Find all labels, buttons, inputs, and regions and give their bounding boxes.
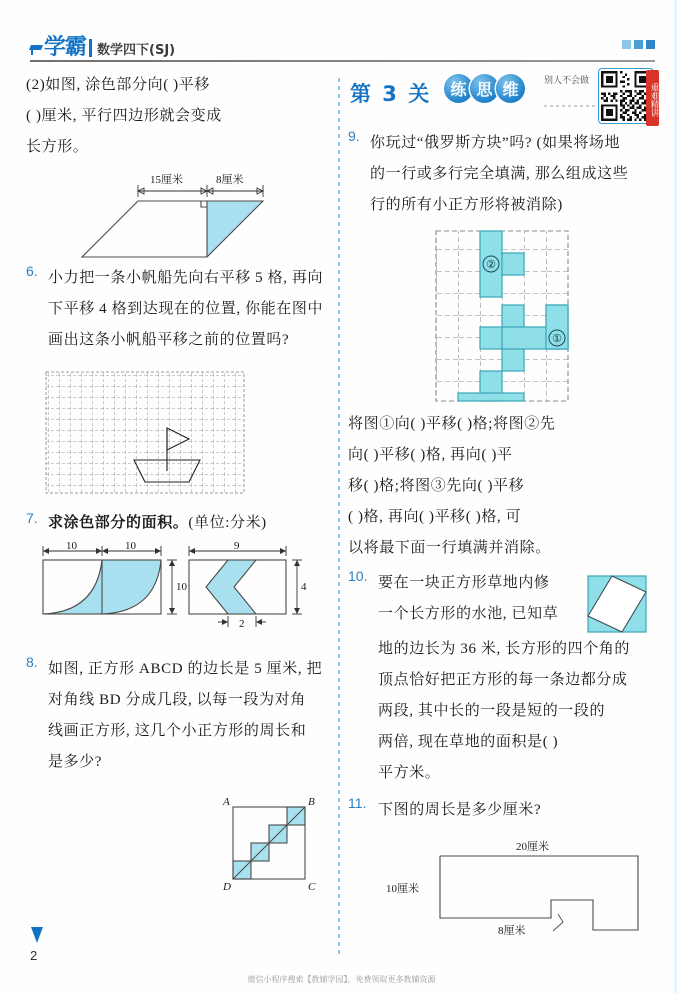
q8-vertex-B: B	[308, 796, 315, 808]
bubble-3: 维	[496, 74, 525, 103]
q10-line-3: 地的边长为 36 米, 长方形的四个角的	[378, 641, 631, 657]
q8-vertex-D: D	[223, 881, 231, 893]
level-banner	[348, 70, 658, 122]
header-rule	[30, 60, 655, 62]
graduation-cap-icon	[30, 43, 43, 54]
tetris-label-2: ②	[486, 259, 496, 271]
q11-lshape-figure	[348, 832, 658, 952]
q11-outline	[386, 839, 638, 937]
q7-number: 7.	[26, 510, 38, 526]
bubble-1: 练	[444, 74, 473, 103]
q9-line-3: 行的所有小正方形将被消除)	[370, 197, 563, 213]
q6-grid-figure	[26, 364, 326, 504]
q10-line-7: 平方米。	[378, 765, 441, 781]
question-6	[26, 263, 326, 356]
question-2-continued	[26, 70, 326, 163]
q9-ans-line-2: 向( )平移( )格, 再向( )平	[348, 447, 513, 463]
q7-figure-right	[189, 540, 307, 630]
page-corner-mark	[30, 927, 44, 947]
q7r-dim-top: 9	[234, 540, 240, 552]
q7-text: 求涂色部分的面积。	[48, 515, 189, 531]
level-title: 第 3 关	[350, 82, 432, 106]
q9-answer-block	[348, 409, 658, 564]
logo-divider	[89, 39, 92, 57]
question-7	[26, 510, 326, 536]
page-edge-stripe	[674, 0, 677, 993]
q9-number: 9.	[348, 128, 360, 144]
q9-tetris-figure	[348, 227, 658, 407]
q2-line-1: (2)如图, 涂色部分向( )平移	[26, 77, 210, 93]
q9-line-2: 的一行或多行完全填满, 那么组成这些	[370, 166, 629, 182]
q8-abcd-square	[222, 796, 316, 893]
q8-square-figure	[26, 784, 326, 894]
q9-line-1: 你玩过“俄罗斯方块”吗? (如果将场地	[370, 135, 621, 151]
right-column	[348, 70, 658, 952]
tetris-label-1: ①	[552, 333, 562, 345]
q10-number: 10.	[348, 568, 368, 584]
q2-line-3: 长方形。	[26, 139, 89, 155]
column-divider	[338, 78, 340, 958]
q9-ans-line-4: ( )格, 再向( )平移( )格, 可	[348, 509, 522, 525]
left-column	[26, 70, 326, 894]
page-header	[30, 33, 655, 59]
q8-line-3: 线画正方形, 这几个小正方形的周长和	[48, 723, 307, 739]
q9-ans-line-1: 将图①向( )平移( )格;将图②先	[348, 416, 556, 432]
q7l-dim-right: 10	[176, 581, 187, 593]
q10-line-4: 顶点恰好把正方形的每一条边都分成	[378, 672, 628, 688]
q7r-dim-bottom: 2	[239, 618, 245, 630]
q11-label-notch: 8厘米	[498, 925, 526, 937]
q2-dim-right: 8厘米	[216, 174, 244, 186]
q11-number: 11.	[348, 795, 367, 811]
q2-parallelogram-figure	[26, 169, 326, 261]
q7r-dim-right: 4	[301, 581, 307, 593]
qr-side-label: 重难精讲	[646, 70, 659, 126]
q7l-dim-top-right: 10	[125, 540, 136, 552]
q8-number: 8.	[26, 654, 38, 670]
question-10	[348, 568, 658, 789]
brand-name: 学霸	[44, 35, 87, 60]
q11-label-left: 10厘米	[386, 883, 419, 895]
q7-figures	[26, 542, 326, 628]
q10-line-5: 两段, 其中长的一段是短的一段的	[378, 703, 606, 719]
question-11	[348, 795, 658, 826]
q11-text: 下图的周长是多少厘米?	[378, 802, 542, 818]
q6-line-3: 画出这条小帆船平移之前的位置吗?	[48, 332, 290, 348]
q8-vertex-A: A	[223, 796, 230, 808]
q6-number: 6.	[26, 263, 38, 279]
q8-line-4: 是多少?	[48, 754, 103, 770]
q8-line-1: 如图, 正方形 ABCD 的边长是 5 厘米, 把	[48, 661, 323, 677]
subject-label: 数学四下(SJ)	[97, 43, 176, 58]
bubble-2: 思	[470, 74, 499, 103]
q10-line-2: 一个长方形的水池, 已知草	[378, 606, 559, 622]
header-decor-squares	[622, 40, 655, 49]
q9-ans-line-5: 以将最下面一行填满并消除。	[348, 540, 551, 556]
q7-figure-left	[43, 540, 188, 614]
question-9	[348, 128, 658, 221]
q7-unit: (单位:分米)	[188, 515, 267, 531]
q10-line-1: 要在一块正方形草地内修	[378, 575, 550, 591]
level-bubbles	[444, 74, 525, 103]
q8-vertex-C: C	[308, 881, 316, 893]
q6-line-2: 下平移 4 格到达现在的位置, 你能在图中	[48, 301, 324, 317]
q10-square-pool-figure	[582, 574, 658, 634]
q10-line-6: 两倍, 现在草地的面积是( )	[378, 734, 559, 750]
question-8	[26, 654, 326, 778]
q7l-dim-top-left: 10	[66, 540, 77, 552]
brand-logo	[30, 37, 97, 59]
q2-dim-left: 15厘米	[150, 174, 183, 186]
q6-line-1: 小力把一条小帆船先向右平移 5 格, 再向	[48, 270, 324, 286]
q2-line-2: ( )厘米, 平行四边形就会变成	[26, 108, 222, 124]
slogan-line-1: 别人不会做	[544, 76, 590, 86]
q9-ans-line-3: 移( )格;将图③先向( )平移	[348, 478, 525, 494]
q11-label-top: 20厘米	[516, 841, 549, 853]
footer-note: 微信小程序搜索【教辅学园】，免费领取更多教辅资源	[247, 975, 436, 984]
page-number: 2	[30, 948, 38, 963]
q8-line-2: 对角线 BD 分成几段, 以每一段为对角	[48, 692, 306, 708]
